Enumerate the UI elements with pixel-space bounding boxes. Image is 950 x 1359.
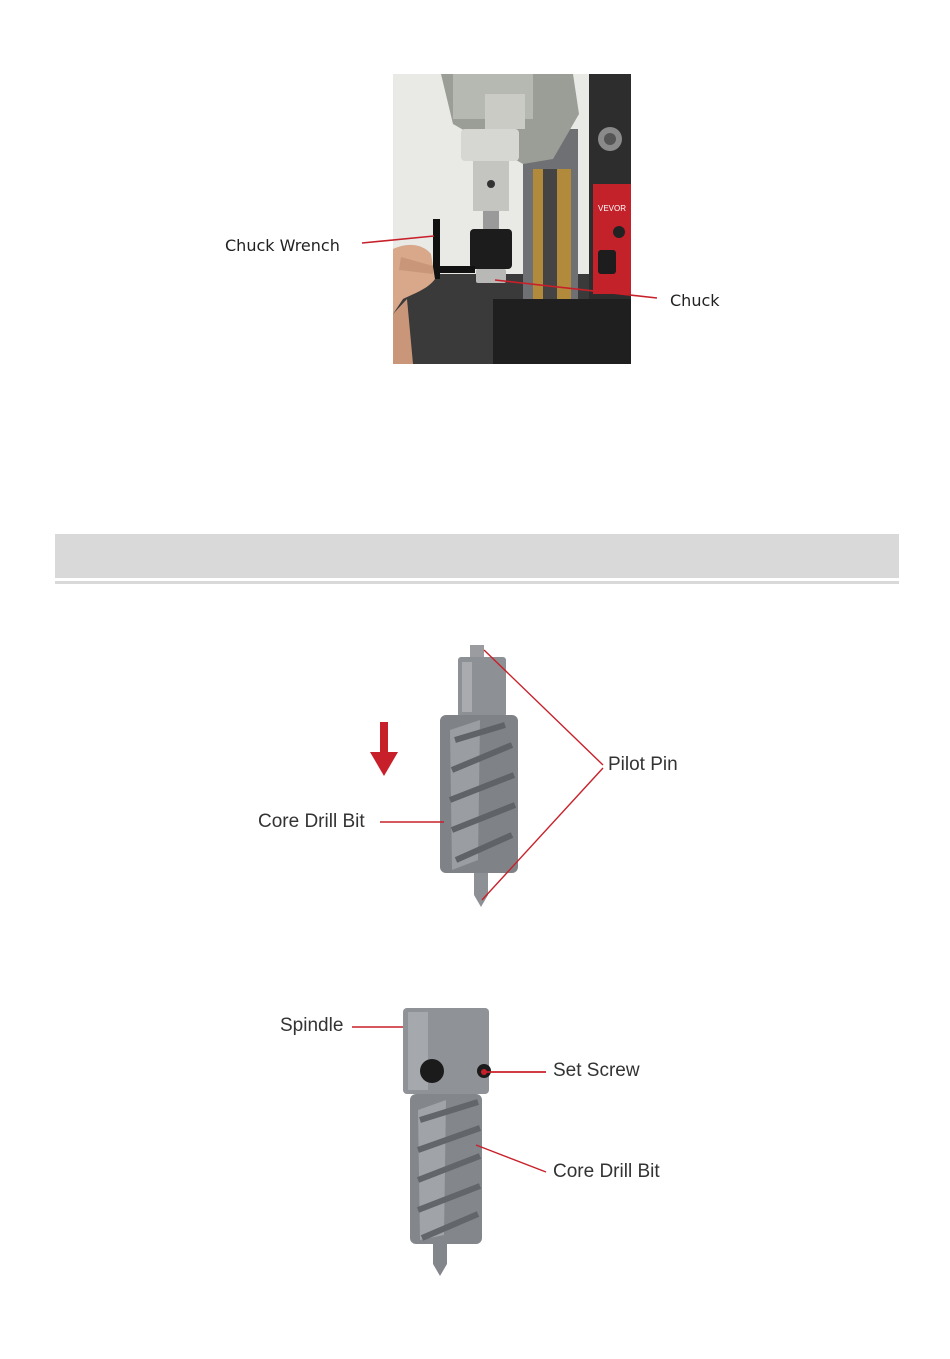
core-bit-pilot-diagram: [0, 640, 950, 920]
brand-text: VEVOR: [598, 204, 627, 213]
section-divider: [55, 581, 899, 584]
chuck-wrench-label: Chuck Wrench: [225, 236, 340, 255]
insert-arrow-icon: [370, 722, 398, 776]
spindle-label: Spindle: [280, 1015, 344, 1036]
set-screw-label: Set Screw: [553, 1060, 640, 1081]
core-drill-bit-label: Core Drill Bit: [258, 811, 365, 832]
core-drill-bit-label-2: Core Drill Bit: [553, 1161, 660, 1182]
pilot-pin-label: Pilot Pin: [608, 754, 678, 775]
photo-callout-lines: [0, 0, 950, 380]
chuck-label: Chuck: [670, 291, 720, 310]
set-screw-hole-icon: [420, 1059, 444, 1083]
section-header-bar: [55, 534, 899, 578]
spindle-diagram: [0, 1000, 950, 1290]
